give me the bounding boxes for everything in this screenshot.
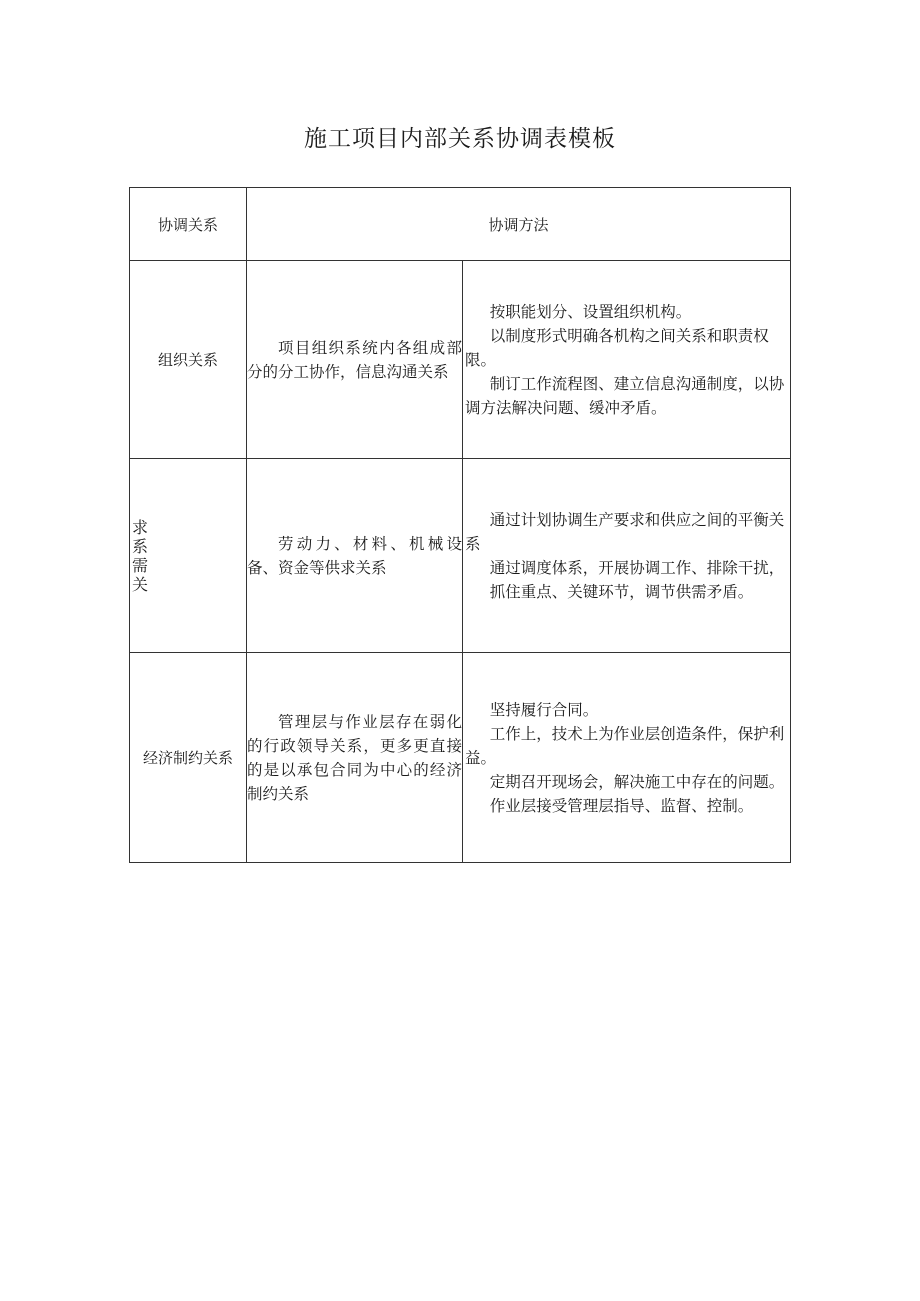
header-method: 协调方法 <box>247 188 791 261</box>
relation-name-char: 需 <box>132 555 149 575</box>
relation-description: 劳动力、材料、机械设备、资金等供求关系 <box>247 459 463 653</box>
header-relation: 协调关系 <box>130 188 247 261</box>
coordination-table <box>129 187 791 863</box>
method-item: 按职能划分、设置组织机构。 <box>489 302 692 321</box>
relation-name: 组织关系 <box>130 261 247 459</box>
method-item: 通过计划协调生产要求和供应之间的平衡关系 <box>465 510 785 553</box>
table-row <box>130 261 791 459</box>
method-item: 工作上，技术上为作业层创造条件，保护利益。 <box>465 724 785 767</box>
method-item: 制订工作流程图、建立信息沟通制度，以协调方法解决问题、缓冲矛盾。 <box>465 374 785 417</box>
method-item: 以制度形式明确各机构之间关系和职责权限。 <box>465 326 769 369</box>
relation-description: 管理层与作业层存在弱化的行政领导关系，更多更直接的是以承包合同为中心的经济制约关系 <box>247 653 463 863</box>
relation-name-char: 关 <box>132 574 149 594</box>
method-list <box>463 261 791 459</box>
method-item: 坚持履行合同。 <box>489 700 599 719</box>
table-header-row <box>130 188 791 261</box>
method-list <box>463 653 791 863</box>
page-title: 施工项目内部关系协调表模板 <box>304 126 616 152</box>
method-item: 定期召开现场会，解决施工中存在的问题。 <box>489 772 785 791</box>
relation-name <box>130 459 247 653</box>
relation-description: 项目组织系统内各组成部分的分工协作，信息沟通关系 <box>247 261 463 459</box>
method-item: 作业层接受管理层指导、监督、控制。 <box>489 796 754 815</box>
method-list <box>463 459 791 653</box>
relation-name-char: 系 <box>132 536 149 556</box>
method-item: 抓住重点、关键环节，调节供需矛盾。 <box>489 582 754 601</box>
table-row <box>130 459 791 653</box>
relation-name: 经济制约关系 <box>130 653 247 863</box>
relation-name-char: 求 <box>132 517 149 537</box>
table-row <box>130 653 791 863</box>
method-item: 通过调度体系，开展协调工作、排除干扰， <box>489 558 785 577</box>
